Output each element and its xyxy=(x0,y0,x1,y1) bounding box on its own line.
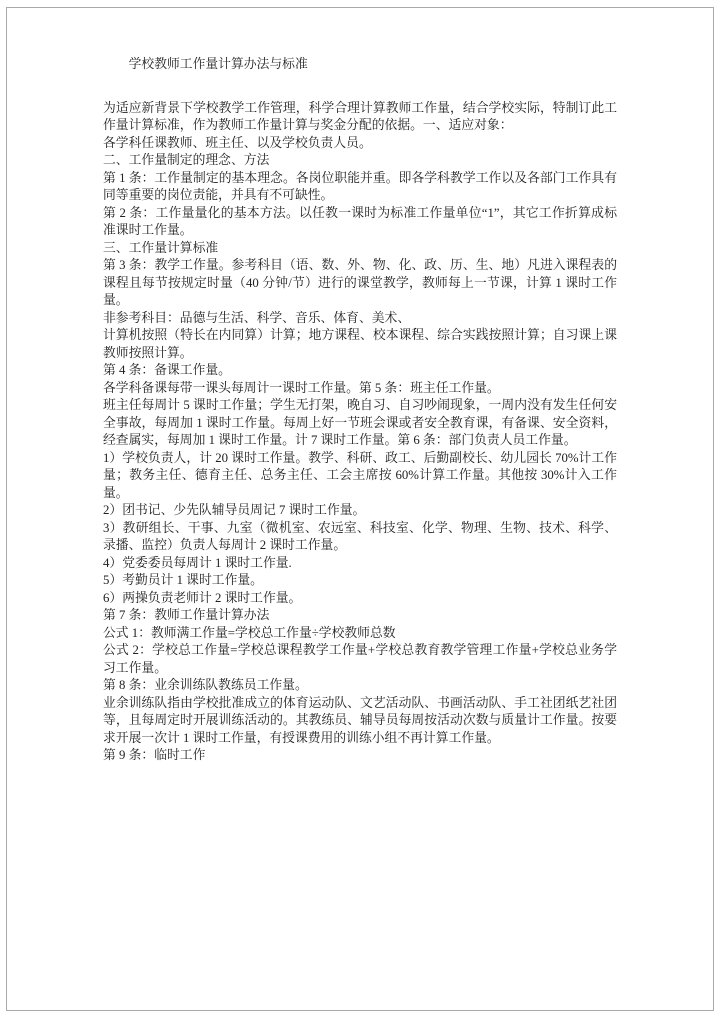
paragraph: 1）学校负责人，计 20 课时工作量。教学、科研、政工、后勤副校长、幼儿园长 70%计工作量；教务主任、德育主任、总务主任、工会主席按 60%计算工作量。其他按 30%计入工作量。 xyxy=(103,450,617,500)
paragraph: 各学科备课每带一课头每周计一课时工作量。第 5 条：班主任工作量。 xyxy=(103,380,500,395)
paragraph: 第 8 条：业余训练队教练员工作量。 xyxy=(103,678,308,692)
paragraph: 班主任每周计 5 课时工作量；学生无打架，晚自习、自习吵闹现象，一周内没有发生任何安全事故，每周加 1 课时工作量。每周上好一节班会课或者安全教育课，有备课、安全资料，经查属实，每周加 1 课时工作量。计 7 课时工作量。第 6 条：部门负责人员工作量。 xyxy=(103,398,617,447)
paragraph: 第 4 条：备课工作量。 xyxy=(103,363,231,377)
document-page xyxy=(6,7,714,1011)
paragraph: 第 9 条：临时工作 xyxy=(103,748,206,762)
paragraph: 公式 1：教师满工作量=学校总工作量÷学校教师总数 xyxy=(103,625,396,640)
paragraph: 2）团书记、少先队辅导员周记 7 课时工作量。 xyxy=(103,503,366,517)
paragraph: 三、工作量计算标准 xyxy=(103,240,219,255)
paragraph: 二、工作量制定的理念、方法 xyxy=(103,153,270,167)
document-title: 学校教师工作量计算办法与标准 xyxy=(128,57,308,71)
paragraph: 3）教研组长、干事、九室（微机室、农远室、科技室、化学、物理、生物、技术、科学、录播、监控）负责人每周计 2 课时工作量。 xyxy=(103,520,617,552)
paragraph: 第 3 条：教学工作量。参考科目（语、数、外、物、化、政、历、生、地）凡进入课程表的课程且每节按规定时量（40 分钟/节）进行的课堂教学，教师每上一节课，计算 1 课时工作量。 xyxy=(103,258,617,307)
paragraph: 非参考科目：品德与生活、科学、音乐、体育、美术、 xyxy=(103,310,411,325)
paragraph: 第 7 条：教师工作量计算办法 xyxy=(103,608,270,622)
paragraph: 各学科任课教师、班主任、以及学校负责人员。 xyxy=(103,135,372,150)
paragraph: 5）考勤员计 1 课时工作量。 xyxy=(103,573,263,587)
paragraph: 计算机按照（特长在内同算）计算；地方课程、校本课程、综合实践按照计算；自习课上课教师按照计算。 xyxy=(103,328,617,360)
paragraph: 业余训练队指由学校批准成立的体育运动队、文艺活动队、书画活动队、手工社团纸艺社团等，且每周定时开展训练活动的。其教练员、辅导员每周按活动次数与质量计工作量。按要求开展一次计 1 课时工作量，有授课费用的训练小组不再计算工作量。 xyxy=(103,695,617,745)
paragraph: 第 2 条：工作量量化的基本方法。以任教一课时为标准工作量单位“1”，其它工作折算成标准课时工作量。 xyxy=(103,205,617,237)
paragraph: 为适应新背景下学校教学工作管理，科学合理计算教师工作量，结合学校实际，特制订此工作量计算标准，作为教师工作量计算与奖金分配的依据。一、适应对象： xyxy=(103,100,617,132)
paragraph: 6）两操负责老师计 2 课时工作量。 xyxy=(103,590,302,605)
document-content xyxy=(7,8,713,765)
paragraph: 4）党委委员每周计 1 课时工作量. xyxy=(103,555,292,570)
paragraph: 第 1 条：工作量制定的基本理念。各岗位职能并重。即各学科教学工作以及各部门工作具有同等重要的岗位责能，并具有不可缺性。 xyxy=(103,170,617,202)
paragraph: 公式 2：学校总工作量=学校总课程教学工作量+学校总教育教学管理工作量+学校总业务学习工作量。 xyxy=(103,643,617,675)
